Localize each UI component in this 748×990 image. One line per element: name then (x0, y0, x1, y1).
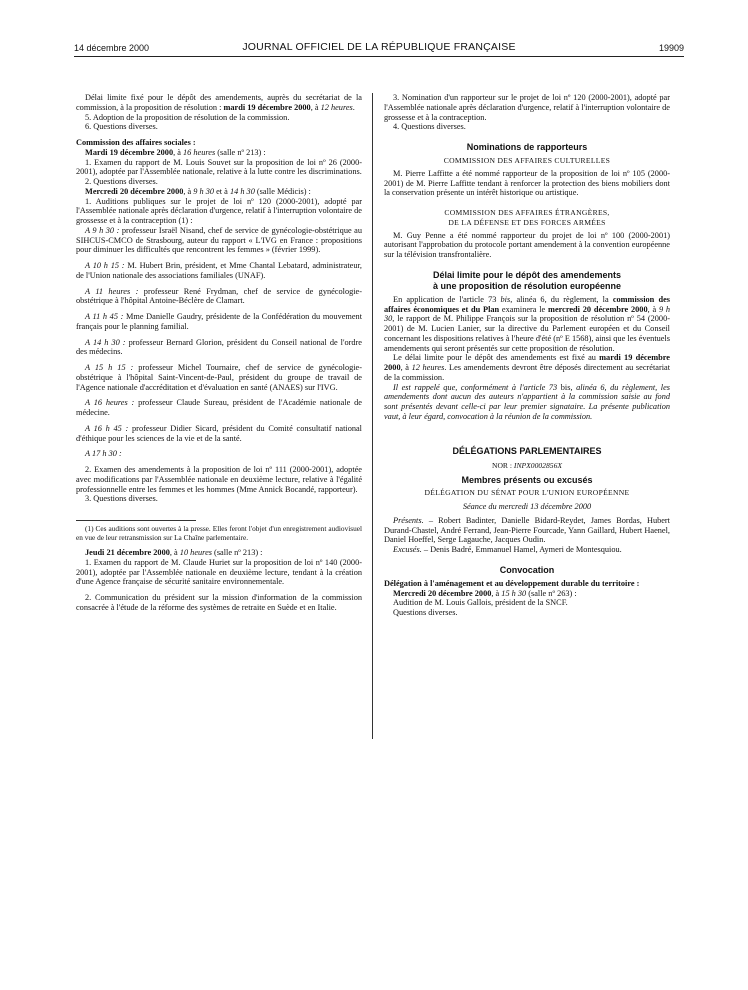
delai-paragraph-3: Il est rappelé que, conformément à l'article 73 bis, alinéa 6, du règlement, les amendements dont aucun des auteurs n'appartient à la commission saisie au fond sont présentés devant celle-ci par leur premier signataire. La présente publication vaut, à leur égard, convocation à la réunion de la commission. (384, 382, 670, 421)
audition-7: A 16 heures : professeur Claude Sureau, président de l'Académie nationale de médecine. (76, 398, 362, 417)
mercredi-item-3: 3. Questions diverses. (85, 494, 158, 504)
excuses-list: Excusés. – Denis Badré, Emmanuel Hamel, Aymeri de Montesquiou. (393, 545, 622, 554)
header-title: JOURNAL OFFICIEL DE LA RÉPUBLIQUE FRANÇAISE (242, 41, 516, 53)
header-date: 14 décembre 2000 (74, 43, 150, 53)
delegation-amenagement-title: Délégation à l'aménagement et au développement durable du territoire : (384, 578, 640, 588)
audition-4: A 11 h 45 : Mme Danielle Gaudry, présidente de la Confédération du mouvement français pour le planning familial. (76, 312, 363, 331)
commission-etrangere-title-1: COMMISSION DES AFFAIRES ÉTRANGÈRES, (444, 208, 610, 217)
audition-9: A 17 h 30 : (85, 449, 122, 459)
session-mardi: Mardi 19 décembre 2000, à 16 heures (salle nº 213) : (85, 147, 266, 157)
left-column (76, 93, 362, 613)
delai-heading-2: à une proposition de résolution européenne (432, 280, 621, 291)
session-jeudi: Jeudi 21 décembre 2000, à 10 heures (salle nº 213) : (85, 548, 263, 558)
audition-6: A 15 h 15 : professeur Michel Tournaire, chef de service de gynécologie-obstétrique à l'hôpital Saint-Vincent-de-Paul, président du groupe de travail de l'Agence nationale d'accréditation et d'évaluation en santé (ANAES) sur l'IVG. (76, 363, 362, 392)
delai-heading-1: Délai limite pour le dépôt des amendements (432, 269, 622, 280)
footnote-rule (76, 520, 196, 521)
delai-paragraph-1: En application de l'article 73 bis, alinéa 6, du règlement, la commission des affaires économiques et du Plan examinera le mercredi 20 décembre 2000, à 9 h 30, le rapport de M. Philippe François sur la proposition de résolution nº 54 (2000-2001) de M. Lucien Lanier, sur la directive du Parlement européen et du Conseil concernant les dispositions relatives à l'heure d'été (nº E 1568), ainsi que les éventuels amendements qui seront présentés sur cette proposition de résolution. (384, 294, 671, 353)
convocation-heading: Convocation (499, 564, 555, 575)
audition-5: A 14 h 30 : professeur Bernard Glorion, président du Conseil national de l'ordre des médecins. (76, 337, 362, 357)
convocation-item-2: Questions diverses. (393, 608, 458, 617)
session-mercredi: Mercredi 20 décembre 2000, à 9 h 30 et à 14 h 30 (salle Médicis) : (85, 186, 311, 196)
presents-list: Présents. – Robert Badinter, Danielle Bidard-Reydet, James Bordas, Hubert Durand-Chastel, André Ferrand, Jean-Pierre Fourcade, Yann Gaillard, Hubert Haenel, Daniel Hoeffel, Serge Lagauche, Jacques Oudin. (384, 515, 670, 545)
delegations-heading: DÉLÉGATIONS PARLEMENTAIRES (452, 445, 602, 456)
commission-sociale-title: Commission des affaires sociales : (76, 138, 196, 147)
commission-culturelle-title: COMMISSION DES AFFAIRES CULTURELLES (443, 156, 611, 165)
delegation-ue-title: DÉLÉGATION DU SÉNAT POUR L'UNION EUROPÉENNE (424, 488, 630, 498)
agenda-item-4: 4. Questions diverses. (393, 122, 466, 132)
mardi-item-1: 1. Examen du rapport de M. Louis Souvet sur la proposition de loi nº 26 (2000-2001), adoptée par l'Assemblée nationale, relative à la lutte contre les discriminations. (76, 157, 362, 177)
commission-etrangere-title-2: DE LA DÉFENSE ET DES FORCES ARMÉES (448, 217, 606, 227)
right-column (384, 93, 670, 618)
convocation-session: Mercredi 20 décembre 2000, à 15 h 30 (salle nº 263) : (393, 588, 577, 598)
agenda-item-5: 5. Adoption de la proposition de résolution de la commission. (85, 112, 290, 122)
audition-2: A 10 h 15 : M. Hubert Brin, président, et Mme Chantal Lebatard, administrateur, de l'Union nationale des associations familiales (UNAF). (76, 261, 362, 280)
column-divider (372, 93, 373, 739)
amendment-deadline-paragraph: Délai limite fixé pour le dépôt des amendements, auprès du secrétariat de la commission, à la proposition de résolution : mardi 19 décembre 2000, à 12 heures. (76, 93, 362, 112)
nominations-heading: Nominations de rapporteurs (466, 142, 588, 152)
mercredi-item-2: 2. Examen des amendements à la proposition de loi nº 111 (2000-2001), adoptée avec modifications par l'Assemblée nationale en deuxième lecture, relative à l'égalité professionnelle entre les femmes et les hommes (Mme Annick Bocandé, rapporteur). (76, 465, 362, 494)
delai-paragraph-2: Le délai limite pour le dépôt des amendements est fixé au mardi 19 décembre 2000, à 12 heures. Les amendements devront être déposés directement au secrétariat de la commission. (384, 353, 671, 382)
footnote: (1) Ces auditions sont ouvertes à la presse. Elles feront l'objet d'un enregistrement audiovisuel en vue de leur retransmission sur La Chaîne parlementaire. (76, 524, 362, 542)
nor-reference: NOR : INPX0002856X (491, 460, 563, 470)
convocation-item-1: Audition de M. Louis Gallois, président de la SNCF. (393, 598, 568, 608)
jeudi-item-2: 2. Communication du président sur la mission d'information de la commission consacrée à l'étude de la réforme des systèmes de retraite en Suède et en Italie. (76, 593, 362, 612)
jeudi-item-1: 1. Examen du rapport de M. Claude Huriet sur la proposition de loi nº 140 (2000-2001), adoptée par l'Assemblée nationale en deuxième lecture, tendant à la création d'une Agence française de sécurité sanitaire environnementale. (76, 557, 362, 587)
seance-date: Séance du mercredi 13 décembre 2000 (462, 502, 592, 511)
audition-1: A 9 h 30 : professeur Israël Nisand, chef de service de gynécologie-obstétrique au SIHCUS-CMCO de Strasbourg, auteur du rapport « L'IVG en France : propositions pour diminuer les difficultés que rencontrent les femmes » (février 1999). (76, 225, 362, 255)
mardi-item-2: 2. Questions diverses. (85, 177, 158, 186)
page-header (74, 40, 684, 56)
header-rule (74, 56, 684, 57)
header-page-number: 19909 (658, 43, 684, 53)
mercredi-item-1: 1. Auditions publiques sur le projet de loi nº 120 (2000-2001), adopté par l'Assemblée nationale après déclaration d'urgence, relatif à l'interruption volontaire de grossesse et à la contraception (1) : (76, 196, 362, 225)
membres-heading: Membres présents ou excusés (461, 475, 593, 486)
audition-8: A 16 h 45 : professeur Didier Sicard, président du Comité consultatif national d'éthique pour les sciences de la vie et de la santé. (76, 423, 362, 443)
agenda-item-6: 6. Questions diverses. (85, 122, 158, 132)
audition-3: A 11 heures : professeur René Frydman, chef de service de gynécologie-obstétrique à l'hôpital Antoine-Béclère de Clamart. (76, 286, 362, 306)
nomination-penne: M. Guy Penne a été nommé rapporteur du projet de loi nº 100 (2000-2001) autorisant l'approbation du protocole portant amendement à la convention européenne sur la télévision transfrontalière. (384, 230, 670, 259)
agenda-item-3: 3. Nomination d'un rapporteur sur le projet de loi nº 120 (2000-2001), adopté par l'Assemblée nationale après déclaration d'urgence, relatif à l'interruption volontaire de grossesse et à la contraception. (384, 93, 670, 122)
nomination-laffitte: M. Pierre Laffitte a été nommé rapporteur de la proposition de loi nº 105 (2000-2001) de M. Pierre Laffitte tendant à renforcer la protection des biens mobiliers dont la conservation présente un intérêt historique ou artistique. (384, 168, 670, 198)
